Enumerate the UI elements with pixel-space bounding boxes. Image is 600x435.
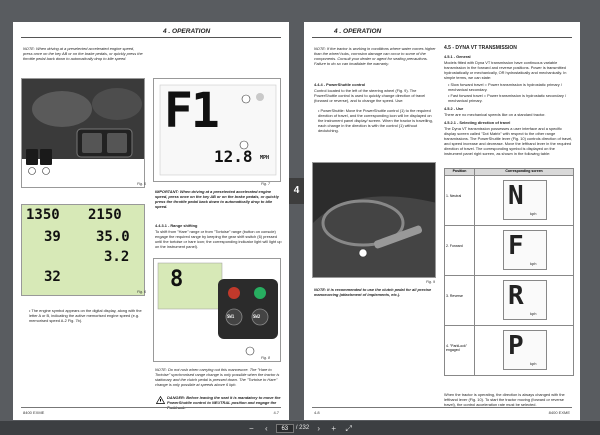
page-indicator [276, 424, 309, 433]
figure-9-photo [312, 162, 436, 278]
fig9-caption: Fig. 9 [426, 280, 435, 284]
footer-page-number: 4.7 [273, 410, 279, 415]
footer-rule [21, 407, 281, 408]
dot-matrix-letter: R [508, 281, 524, 311]
powershuttle-body: Control located to the left of the steering wheel (Fig. 9). The PowerShuttle control is used to quickly change direction of travel (forward or reverse), and to change the speed. Use: [314, 88, 426, 103]
use-body: There are no mechanical speeds like on a standard tractor. [444, 112, 546, 117]
note-water: NOTE: If the tractor is working in conditions where water comes higher than the wheel hubs, corrosion damage can occur to some of the components. Consult your dealer or agent for sealing precautions. Failure to do so can invalidate the warranty. [314, 46, 436, 66]
viewer-toolbar [0, 421, 600, 435]
fig7-caption: Fig. 7 [261, 182, 270, 186]
bullet-slow: • Slow forward travel = Power transmission is hydrostatic primary / mechanical secondary. [448, 82, 562, 92]
sw2-label: SW2 [253, 314, 261, 319]
total-pages: / 232 [295, 425, 310, 431]
dot-matrix-unit: kph [530, 261, 537, 266]
footer-right: 8400 EXME [548, 410, 570, 415]
dot-matrix-unit: kph [530, 211, 537, 216]
header-rule [312, 37, 572, 38]
lcd-r4a: 32 [44, 269, 61, 285]
table-cell-screen [475, 326, 574, 376]
footer-page-number: 4.8 [314, 410, 320, 415]
use-title: 4.5.2 - Use [444, 106, 464, 111]
dot-matrix-screen [503, 330, 547, 370]
table-header-row [445, 169, 574, 176]
left-page [13, 22, 289, 420]
figure-7-lcd [153, 78, 281, 182]
bullet-engine-symbol: • The engine symbol appears on the digital display, along with the letter A or B, indicating the active memorised engine speed (e.g. memorised speed A-2 Fig. 7b). [29, 308, 142, 323]
header-rule [21, 37, 281, 38]
fig5-caption: Fig. 5 [137, 182, 146, 186]
powershuttle-bullet-text: PowerShuttle: Move the PowerShuttle control (1) to the required direction of travel, and the corresponding icon will be displayed on the instrument panel display/ screen. When the tractor is travelling, each change in the direction is with the control (1) without declutching. [318, 108, 433, 133]
dot-matrix-letter: P [508, 331, 524, 361]
dot-matrix-unit: kph [530, 311, 537, 316]
sw1-label: SW1 [227, 314, 235, 319]
table-cell-screen [475, 276, 574, 326]
bullet-slow-text: Slow forward travel = Power transmission is hydrostatic primary / mechanical secondary. [448, 82, 562, 92]
dyna-vt-title: 4.5 - DYNA VT TRANSMISSION [444, 45, 517, 51]
lcd-r3b: 3.2 [104, 249, 130, 265]
footer-rule [312, 407, 572, 408]
table-row [445, 276, 574, 326]
warning-icon [156, 396, 165, 404]
page-number-input[interactable]: 63 [276, 424, 294, 433]
table-header-position: Position [445, 169, 475, 176]
fit-page-icon[interactable]: ⤢ [345, 423, 352, 433]
lcd-main-gear: F1 [164, 83, 218, 139]
table-cell-position: 4. "ParkLock" engaged [445, 326, 475, 376]
table-cell-screen [475, 226, 574, 276]
note-clutch: NOTE: It is recommended to use the clutch pedal for all precise manoeuvring (attachment of implements, etc.). [314, 287, 432, 297]
table-cell-screen [475, 176, 574, 226]
lcd-r2a: 39 [44, 229, 61, 245]
right-page [304, 22, 580, 420]
table-row [445, 176, 574, 226]
bullet-engine-text: The engine symbol appears on the digital display, along with the letter A or B, indicating the active memorised engine speed (e.g. memorised speed A-2 Fig. 7b). [29, 308, 142, 323]
lcd-speed: 12.8 [214, 147, 253, 166]
fig6-caption: Fig. 6 [137, 290, 146, 294]
chapter-tab: 4 [289, 178, 304, 204]
select-direction-body: The Dyna VT transmission possesses a user interface and a specific display screen called "Dot Matrix" with respect to the other range transmissions. The PowerShuttle lever (Fig. 10) controls direction of travel, and speed increase and decrease. Move the lefthand lever in the required direction of travel. The corresponding symbol is displayed on the instrument panel right screen, as shown in the following table: [444, 126, 573, 156]
note-top: NOTE: When driving at a preselected accelerated engine speed, press once on the key AB or on the brake pedals, or quickly press the throttle pedal back down to automatically drop to idle speed. [23, 46, 143, 61]
dot-matrix-letter: N [508, 181, 524, 211]
table-header-screen: Corresponding screen [475, 169, 574, 176]
figure-8-controls [153, 258, 281, 362]
footer-left: 8400 EXME [23, 410, 45, 415]
dot-matrix-screen [503, 180, 547, 220]
table-row [445, 326, 574, 376]
lcd-gear-digit: 8 [170, 267, 184, 292]
note-bottom: NOTE: Do not rush when carrying out this manoeuvre. The "Hare to Tortoise" synchronised range change is only possible when the tractor is stationary and the clutch pedal is pressed down. The "Tortoise to Hare" change is only possible at speeds above 6 kph. [155, 367, 280, 387]
lcd-r1a: 1350 [26, 207, 60, 223]
dot-matrix-screen [503, 230, 547, 270]
lcd-r2b: 35.0 [96, 229, 130, 245]
table-row [445, 226, 574, 276]
general-body: Models fitted with Dyna VT transmission have continuous variable transmission in the forward and reverse positions. Power is transmitted hydrostatically or mechanically, OR hydrostatically and mechanically. In simple terms, we can state: [444, 60, 567, 80]
table-cell-position: 3. Reverse [445, 276, 475, 326]
table-cell-position: 2. Forward [445, 226, 475, 276]
lcd-r1b: 2150 [88, 207, 122, 223]
range-shifting-body: To shift from "Hare" range or from "Tortoise" range (button on console) engage the required range by keeping the gear shift switch (6) pressed until the tortoise or hare icon; the corresponding indicator light will light up on the instrument panel). [155, 229, 282, 249]
next-page-icon[interactable]: › [317, 423, 320, 433]
range-shifting-title: 4.4.3.1 - Range shifting [155, 223, 198, 228]
page-header: 4 . OPERATION [334, 28, 382, 35]
important-note: IMPORTANT: When driving at a preselected accelerated engine speed, press once on the key AB or on the brake pedals, or quickly press the throttle pedal back down to automatically drop to idle speed. [155, 189, 279, 209]
bullet-fast-text: Fast forward travel = Power transmission is hydrostatic secondary / mechanical primary. [448, 93, 567, 103]
fig8-caption: Fig. 8 [261, 356, 270, 360]
bottom-paragraph: When the tractor is operating, the direction is always changed with the lefthand lever (Fig. 10). To start the tractor moving (forward or reverse travel), the control acceleration rate must be selected. [444, 392, 565, 407]
bullet-fast: • Fast forward travel = Power transmission is hydrostatic secondary / mechanical primary. [448, 93, 567, 103]
dot-matrix-unit: kph [530, 361, 537, 366]
direction-table [444, 168, 574, 376]
figure-6-lcd [21, 204, 145, 296]
steering-lever-photo [313, 163, 436, 278]
dot-matrix-screen [503, 280, 547, 320]
zoom-out-icon[interactable]: − [248, 423, 254, 433]
prev-page-icon[interactable]: ‹ [264, 423, 268, 433]
powershuttle-bullet: • PowerShuttle: Move the PowerShuttle control (1) to the required direction of travel, and the corresponding icon will be displayed on the instrument panel display/ screen. When the tractor is travelling, each change in the direction is with the control (1) without declutching. [318, 108, 433, 133]
page-header: 4 . OPERATION [163, 28, 211, 35]
danger-note: DANGER: Before leaving the seat it is mandatory to move the PowerShuttle control to NEUTRAL position and engage the ParkLock. [167, 395, 281, 410]
select-direction-title: 4.5.2.1 - Selecting direction of travel [444, 120, 511, 125]
dot-matrix-letter: F [508, 231, 524, 261]
powershuttle-title: 4.4.4 - PowerShuttle control [314, 82, 366, 87]
table-cell-position: 1. Neutral [445, 176, 475, 226]
general-title: 4.5.1 - General [444, 54, 471, 59]
zoom-in-icon[interactable]: + [331, 423, 336, 433]
figure-5-photo [21, 78, 145, 188]
dashboard-photo [22, 79, 145, 188]
lcd-speed-unit: MPH [260, 155, 270, 161]
